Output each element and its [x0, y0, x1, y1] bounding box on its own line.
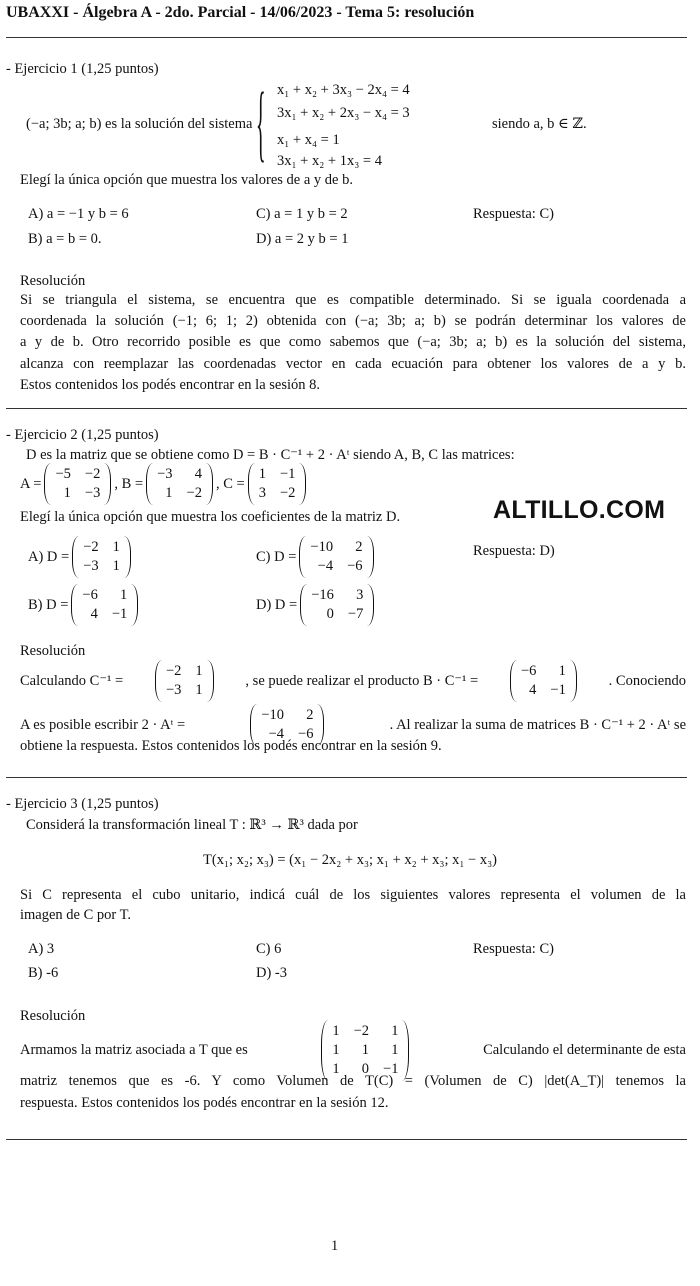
resolution-line: coordenada la solución (−1; 6; 1; 2) obtenida con (−a; 3b; a; b) se podrán determinar los valores de — [20, 313, 686, 329]
divider — [6, 408, 687, 409]
matrix-cell: −2 — [83, 539, 99, 555]
divider — [6, 1139, 687, 1140]
resolution-title: Resolución — [20, 273, 86, 289]
matrix-cell: −4 — [268, 726, 285, 742]
matrix-cell: 1 — [391, 1042, 399, 1058]
resolution-line: Estos contenidos los podés encontrar en la sesión 8. — [20, 377, 321, 393]
matrix-grid — [153, 463, 206, 505]
matrix-cell: −10 — [310, 539, 334, 555]
left-paren — [146, 463, 153, 505]
left-paren — [510, 660, 517, 702]
left-paren — [72, 536, 79, 578]
option-d: D) a = 2 y b = 1 — [256, 231, 349, 247]
matrix-c-label: , C = — [215, 475, 245, 492]
option-label: D) D = — [256, 596, 298, 613]
resolution-title: Resolución — [20, 643, 86, 659]
option-matrix — [300, 584, 374, 626]
resolution-line: alcanza con reemplazar las coordenadas vector en cada ecuación para obtener los valores de a y b. — [20, 356, 686, 372]
matrix-grid — [162, 660, 207, 702]
option-a: A) a = −1 y b = 6 — [28, 206, 129, 222]
matrix-cell: −3 — [84, 485, 101, 501]
exercise-1-intro: (−a; 3b; a; b) es la solución del sistema — [26, 116, 253, 132]
option-label: B) D = — [28, 596, 69, 613]
matrix-cell: −5 — [55, 466, 71, 482]
option-matrix — [299, 536, 373, 578]
altillo-watermark: ALTILLO.COM — [493, 496, 666, 524]
option-d — [256, 584, 377, 626]
left-paren — [321, 1020, 328, 1081]
exercise-3-intro: Considerá la transformación lineal T : ℝ³ → ℝ³ dada por — [26, 817, 358, 833]
text: Calculando el determinante de esta — [483, 1042, 686, 1058]
resolution-line: Si se triangula el sistema, se encuentra que es compatible determinado. Si se iguala coordenada a — [20, 292, 686, 308]
matrix-cell: −1 — [550, 682, 566, 698]
matrix-cell: −6 — [82, 587, 98, 603]
matrix-cell: −2 — [353, 1023, 370, 1039]
answer: Respuesta: C) — [473, 206, 554, 222]
matrix-c — [248, 463, 307, 505]
page-number: 1 — [331, 1238, 339, 1254]
right-paren — [131, 584, 138, 626]
option-d: D) -3 — [256, 965, 288, 981]
matrix-cell: 1 — [195, 682, 203, 698]
left-paren — [299, 536, 306, 578]
matrix-cell: −1 — [279, 466, 296, 482]
matrix-cell: 4 — [90, 606, 98, 622]
matrix-cell: 1 — [332, 1042, 340, 1058]
equation: 3x₁ + x₂ + 2x₃ − x₄ = 3 — [277, 105, 410, 121]
matrix-cell: 1 — [112, 539, 120, 555]
system-brace: { — [256, 78, 266, 173]
equation: x₁ + x₂ + 3x₃ − 2x₄ = 4 — [277, 82, 410, 98]
option-label: A) D = — [28, 548, 70, 565]
text: , se puede realizar el producto B · C⁻¹ = — [245, 672, 479, 689]
resolution-line: a y de b. Otro recorrido posible es que como sabemos que (−a; 3b; a; b) es la solución del sistema, — [20, 334, 686, 350]
matrix-cell: 2 — [306, 707, 314, 723]
resolution-title: Resolución — [20, 1008, 86, 1024]
divider — [6, 777, 687, 778]
matrix-cell: −4 — [317, 558, 334, 574]
right-paren — [367, 536, 374, 578]
option-c — [256, 536, 377, 578]
exercise-3-heading: - Ejercicio 3 (1,25 puntos) — [6, 796, 159, 812]
option-label: C) D = — [256, 548, 297, 565]
matrix-grid — [328, 1020, 402, 1081]
matrix-cell: −6 — [347, 558, 363, 574]
matrix-cell: −16 — [311, 587, 334, 603]
option-b: B) -6 — [28, 965, 59, 981]
matrix-b — [146, 463, 213, 505]
matrix-grid — [78, 584, 131, 626]
matrix-cell: 1 — [332, 1061, 340, 1077]
matrix-cell: −2 — [165, 663, 182, 679]
matrix-b-c-inverse — [510, 660, 577, 702]
exercise-2-intro: D es la matriz que se obtiene como D = B · C⁻¹ + 2 · Aᵗ siendo A, B, C las matrices: — [26, 447, 515, 463]
matrix-cell: 1 — [332, 1023, 340, 1039]
text: . Al realizar la suma de matrices B · C⁻¹ + 2 · Aᵗ se — [389, 716, 686, 733]
answer: Respuesta: D) — [473, 543, 555, 559]
text: Calculando C⁻¹ = — [20, 672, 124, 689]
transformation-formula: T(x₁; x₂; x₃) = (x₁ − 2x₂ + x₃; x₁ + x₂ + x₃; x₁ − x₃) — [203, 852, 497, 868]
exercise-1-prompt: Elegí la única opción que muestra los valores de a y de b. — [20, 172, 353, 188]
equation: x₁ + x₄ = 1 — [277, 132, 340, 148]
matrix-cell: 1 — [120, 587, 128, 603]
matrix-cell: −1 — [111, 606, 128, 622]
resolution-line: matriz tenemos que es -6. Y como Volumen de T(C) = (Volumen de C) |det(A_T)| tenemos la — [20, 1073, 686, 1089]
matrix-grid — [306, 536, 366, 578]
text: A es posible escribir 2 · Aᵗ = — [20, 716, 186, 733]
matrix-cell: 1 — [391, 1023, 399, 1039]
option-matrix — [71, 584, 138, 626]
matrix-cell: 0 — [326, 606, 334, 622]
matrix-a — [44, 463, 111, 505]
divider — [6, 37, 687, 38]
equation-system — [277, 79, 410, 173]
matrix-cell: −10 — [261, 707, 285, 723]
matrix-cell: 3 — [258, 485, 266, 501]
matrix-cell: 1 — [112, 558, 120, 574]
matrix-cell: −3 — [165, 682, 182, 698]
exercise-3-prompt: Si C representa el cubo unitario, indicá cuál de los siguientes valores representa el volumen de la — [20, 887, 686, 903]
matrix-cell: 4 — [194, 466, 202, 482]
resolution-line — [20, 660, 686, 702]
option-matrix — [72, 536, 131, 578]
matrix-cell: 1 — [361, 1042, 370, 1058]
left-paren — [155, 660, 162, 702]
matrix-cell: 3 — [356, 587, 364, 603]
matrix-cell: −3 — [83, 558, 99, 574]
matrix-cell: −2 — [186, 485, 202, 501]
matrix-cell: 2 — [355, 539, 363, 555]
exercise-2-heading: - Ejercicio 2 (1,25 puntos) — [6, 427, 159, 443]
equation: 3x₁ + x₂ + 1x₃ = 4 — [277, 153, 382, 169]
right-paren — [206, 463, 213, 505]
matrix-grid — [79, 536, 124, 578]
matrix-t — [321, 1020, 409, 1081]
resolution-line — [20, 1020, 686, 1081]
right-paren — [570, 660, 577, 702]
matrix-grid — [51, 463, 104, 505]
exercise-1-heading: - Ejercicio 1 (1,25 puntos) — [6, 61, 159, 77]
matrix-cell: 1 — [558, 663, 566, 679]
matrix-c-inverse — [155, 660, 214, 702]
option-b — [28, 584, 141, 626]
right-paren — [207, 660, 214, 702]
matrix-cell: 1 — [63, 485, 71, 501]
page-title: UBAXXI - Álgebra A - 2do. Parcial - 14/06/2023 - Tema 5: resolución — [6, 4, 475, 21]
option-a: A) 3 — [28, 941, 55, 957]
matrix-cell: 1 — [165, 485, 173, 501]
left-paren — [71, 584, 78, 626]
resolution-line: obtiene la respuesta. Estos contenidos los podés encontrar en la sesión 9. — [20, 738, 442, 754]
matrix-cell: −6 — [298, 726, 314, 742]
left-paren — [300, 584, 307, 626]
matrix-grid — [255, 463, 300, 505]
text: Armamos la matriz asociada a T que es — [20, 1042, 248, 1058]
matrix-grid — [517, 660, 570, 702]
right-paren — [367, 584, 374, 626]
matrix-cell: 1 — [258, 466, 266, 482]
exercise-2-prompt: Elegí la única opción que muestra los coeficientes de la matriz D. — [20, 509, 401, 525]
left-paren — [44, 463, 51, 505]
matrix-cell: 0 — [361, 1061, 370, 1077]
matrix-cell: −2 — [84, 466, 101, 482]
matrix-cell: −2 — [279, 485, 296, 501]
matrix-cell: −3 — [157, 466, 173, 482]
matrix-cell: −7 — [347, 606, 364, 622]
right-paren — [402, 1020, 409, 1081]
matrix-b-label: , B = — [114, 475, 144, 492]
option-b: B) a = b = 0. — [28, 231, 102, 247]
siendo-text: siendo a, b ∈ ℤ. — [492, 116, 587, 132]
right-paren — [104, 463, 111, 505]
exercise-3-prompt: imagen de C por T. — [20, 907, 132, 923]
matrix-a-label: A = — [20, 475, 42, 492]
matrix-cell: −6 — [520, 663, 537, 679]
matrix-cell: −1 — [383, 1061, 399, 1077]
matrix-cell: 4 — [529, 682, 537, 698]
resolution-line: respuesta. Estos contenidos los podés encontrar en la sesión 12. — [20, 1095, 389, 1111]
option-a — [28, 536, 134, 578]
option-c: C) 6 — [256, 941, 282, 957]
left-paren — [248, 463, 255, 505]
matrix-cell: 1 — [195, 663, 203, 679]
matrices-abc — [20, 463, 309, 505]
matrix-grid — [307, 584, 367, 626]
right-paren — [299, 463, 306, 505]
right-paren — [124, 536, 131, 578]
option-c: C) a = 1 y b = 2 — [256, 206, 348, 222]
text: . Conociendo — [608, 672, 686, 689]
answer: Respuesta: C) — [473, 941, 554, 957]
